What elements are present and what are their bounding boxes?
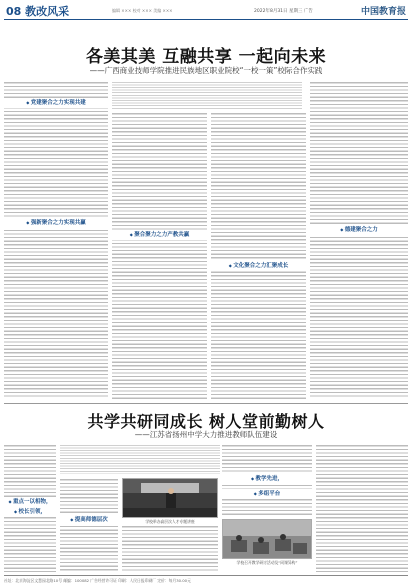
article2-section-head: ◆ 教学先进， [222, 474, 312, 484]
photo-caption: 学校举办高层次人才专题讲座 [122, 519, 218, 525]
article1-section-head: ◆ 文化聚合之力汇聚成长 [211, 261, 306, 271]
article1-section-head: ◆ 强新聚合之力实现共赢 [4, 218, 108, 228]
article1-column-3 [211, 112, 306, 399]
article1-section-head: ◆ 德建聚合之力 [310, 225, 408, 235]
article2-headline: 共学共研同成长 树人堂前勤树人 [87, 412, 325, 431]
article2-section-head: ◆ 校长引领， [4, 507, 56, 517]
article2-subheadline: ——江苏省扬州中学大力推进教师队伍建设 [134, 430, 278, 439]
article2-column-3 [122, 525, 218, 572]
article1-subheadline: ——广西商业技师学院推进民族地区职业院校“一校一策”校际合作实践 [89, 66, 323, 75]
article2-section-head: ◆ 提高师德层次 [60, 515, 118, 525]
article1-intro [112, 81, 302, 109]
article1-column-2 [112, 112, 207, 399]
page-header [4, 3, 408, 20]
article1-section-head: ◆ 党建聚合之力实现共建 [4, 98, 108, 108]
page-footer: 社址：北京海淀区文慧园北路10号 邮编：100082 广告经营许可证 印刷：人民日报印刷厂 定价：每月30.00元 [4, 575, 408, 583]
article1-column-4 [310, 81, 408, 399]
article2-column-5 [316, 444, 408, 572]
section-label: 08 教改风采 [6, 5, 70, 18]
photo-caption: 学校召开教学研讨活动及“同课异构” [222, 560, 312, 566]
article2-column-2 [60, 478, 118, 572]
article2-section-head: ◆ 重点一以相物， [4, 497, 56, 507]
classroom-photo-image [223, 520, 312, 559]
article1-headline: 各美其美 互融共享 一起向未来 [85, 47, 327, 67]
editor-meta: 编辑 ××× 校对 ××× 美编 ××× [112, 8, 173, 13]
article2-photo-classroom [222, 519, 312, 559]
article2-photo-lecture [122, 478, 218, 518]
article2-section-head: ◆ 多组平台 [222, 489, 312, 499]
article1-section-head: ◆ 聚合聚力之力产教共赢 [112, 230, 207, 240]
article1-column-1 [4, 81, 108, 399]
article2-intro [60, 444, 220, 474]
article-divider [4, 403, 408, 404]
masthead-logo: 中国教育报 [360, 7, 406, 17]
issue-date: 2022年8月31日 星期三 广告 [254, 9, 313, 14]
lecture-photo-image [123, 479, 218, 518]
